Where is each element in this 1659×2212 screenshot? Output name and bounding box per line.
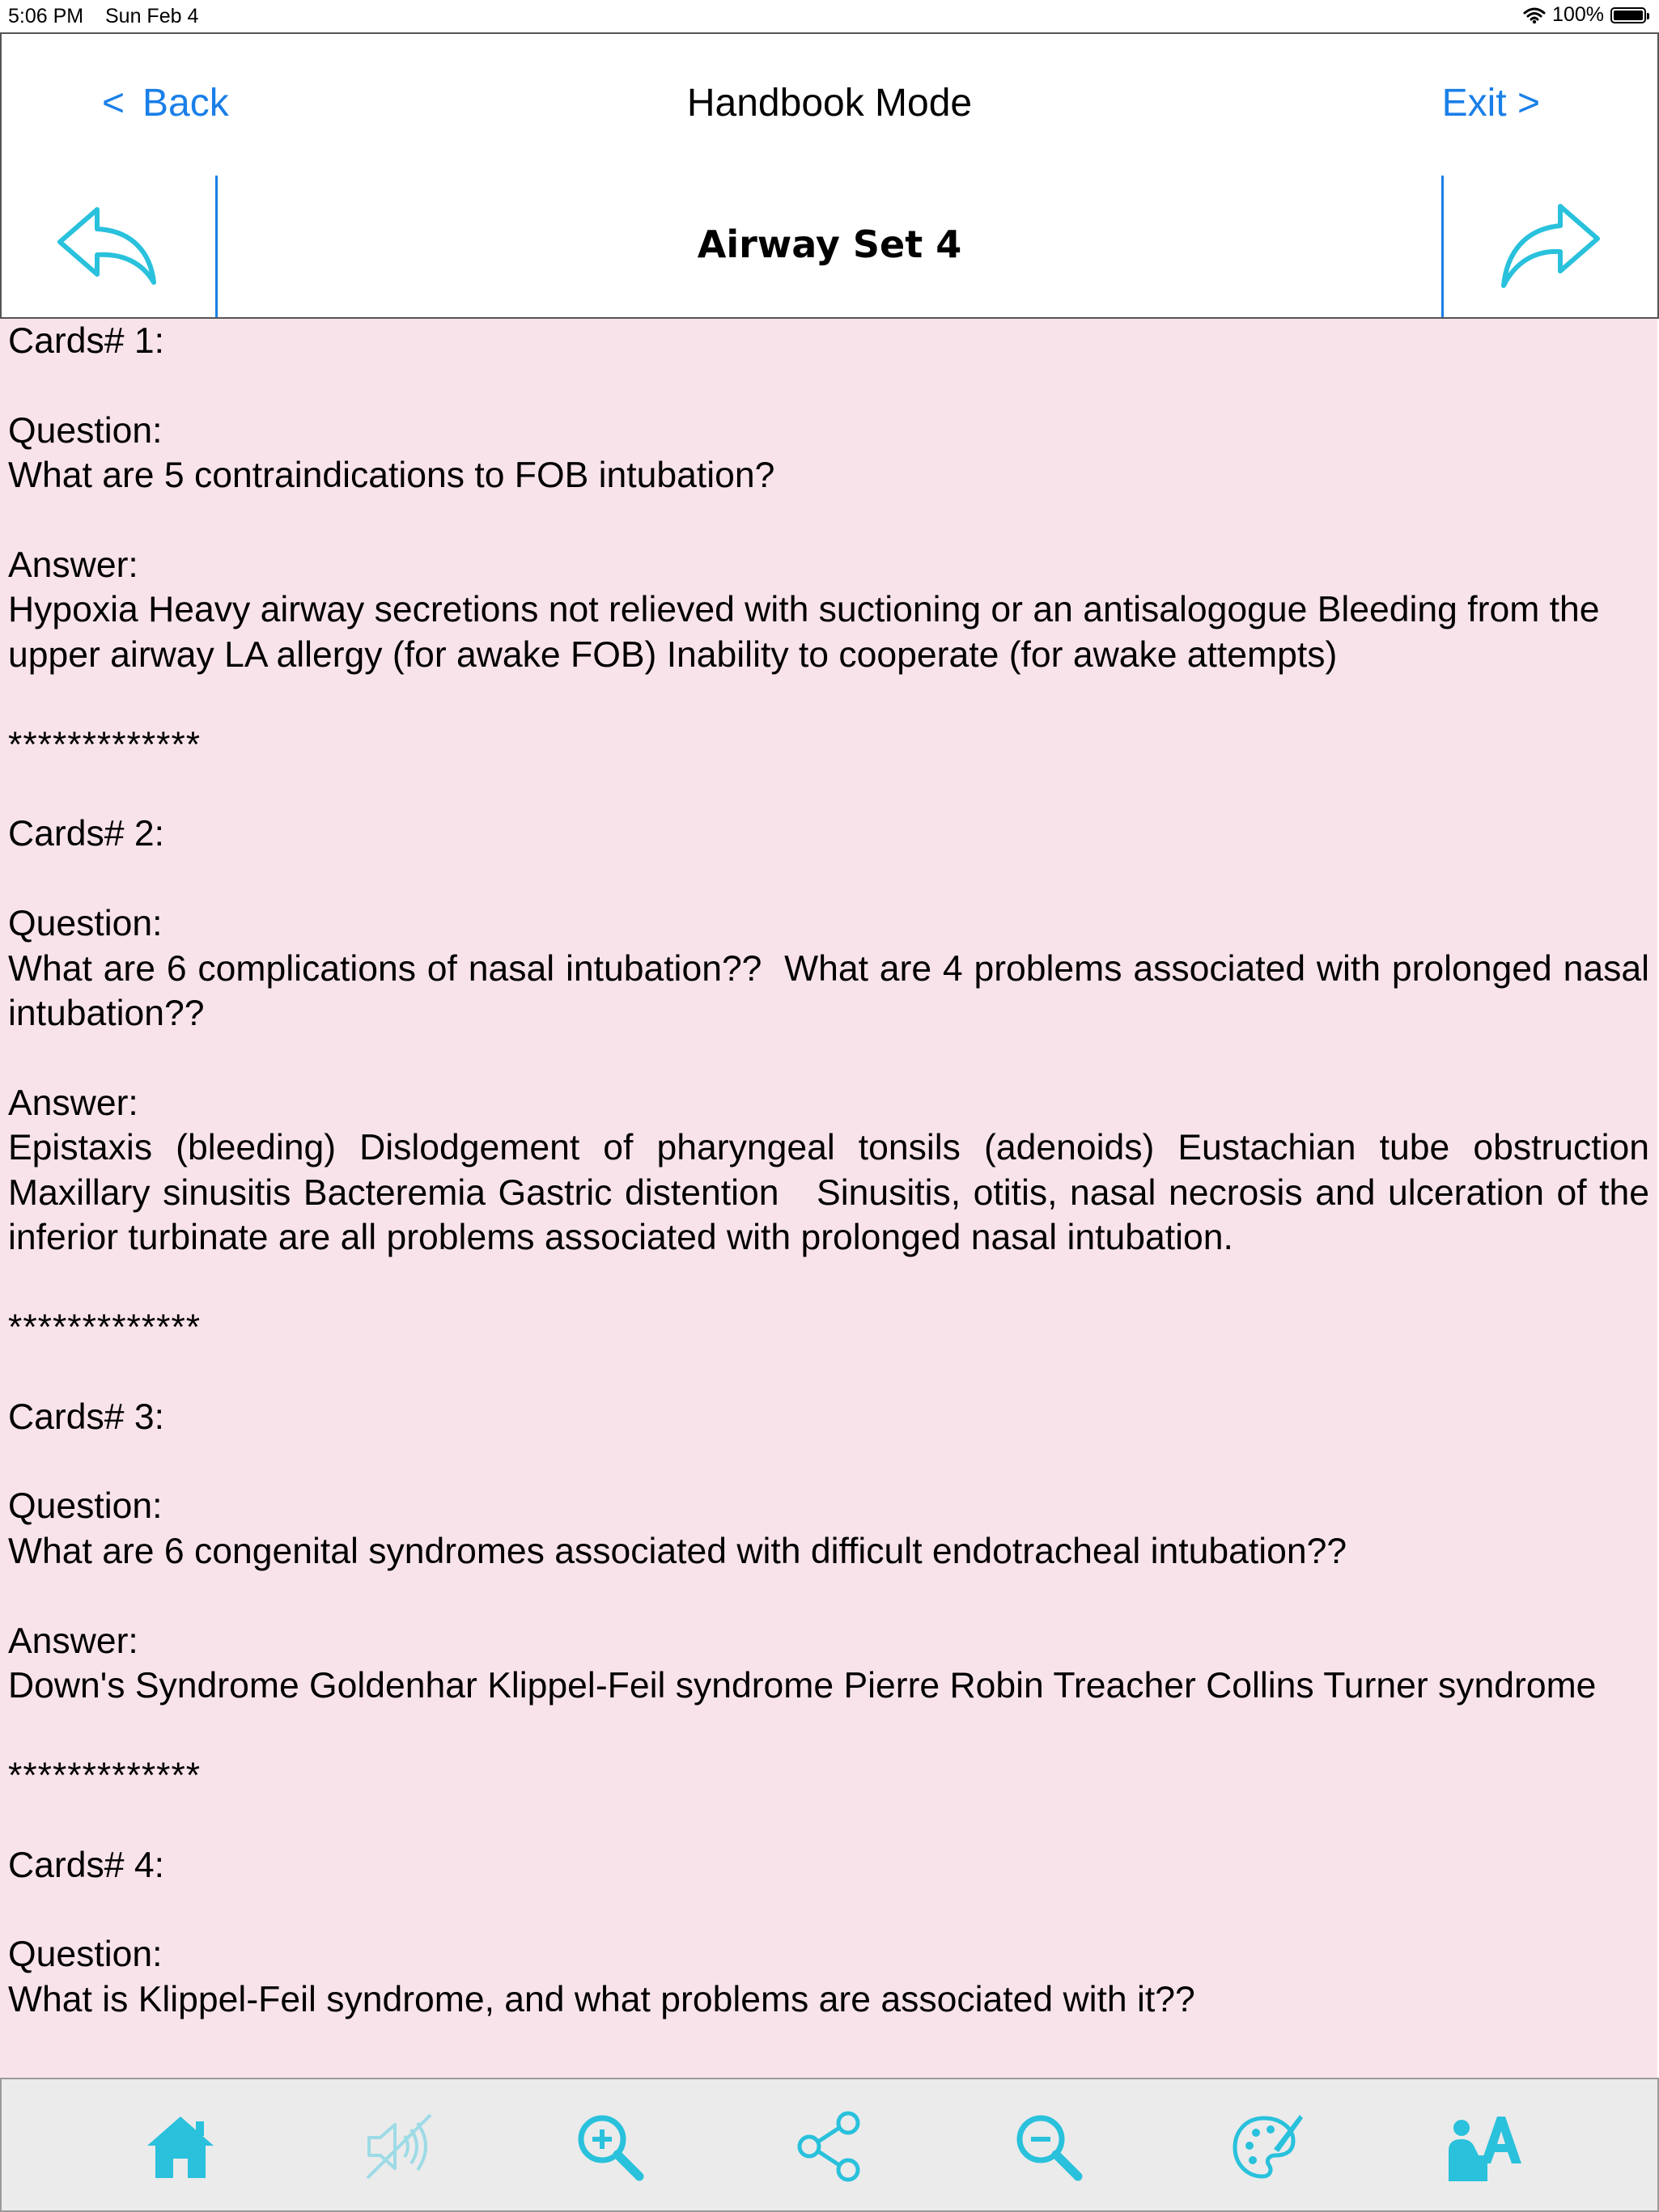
question-label: Question: [8, 1934, 163, 1975]
card-separator: ************* [8, 1755, 202, 1795]
answer-label: Answer: [8, 545, 138, 585]
card-heading: Cards# 2: [8, 814, 164, 854]
card-separator: ************* [8, 724, 202, 765]
next-set-button[interactable] [1441, 176, 1657, 317]
back-chevron: < [102, 82, 125, 125]
card-1 [0, 319, 1657, 811]
card-heading: Cards# 4: [8, 1845, 164, 1885]
bottom-toolbar [0, 2078, 1659, 2212]
text-style-button[interactable] [1444, 2110, 1517, 2183]
home-icon [144, 2110, 217, 2183]
card-3 [0, 1395, 1657, 1843]
handbook-content[interactable] [0, 319, 1657, 2078]
status-date: Sun Feb 4 [105, 5, 199, 28]
question-text: What are 6 complications of nasal intubation?? What are 4 problems associated with prolonged nasal intubation?? [8, 948, 1659, 1034]
palette-icon [1232, 2110, 1305, 2183]
answer-label: Answer: [8, 1083, 138, 1123]
share-button[interactable] [795, 2110, 868, 2183]
battery-percent: 100% [1552, 3, 1604, 26]
wifi-icon [1523, 6, 1546, 24]
theme-button[interactable] [1232, 2110, 1305, 2183]
card-heading: Cards# 1: [8, 321, 164, 361]
answer-text: Hypoxia Heavy airway secretions not relieved with suctioning or an antisalogogue Bleeding from the upper airway LA allergy (for awake FOB) Inability to cooperate (for awake attempts) [8, 590, 1610, 675]
share-icon [795, 2110, 868, 2183]
battery-icon [1610, 7, 1646, 23]
previous-set-button[interactable] [2, 176, 218, 317]
status-time: 5:06 PM [8, 5, 84, 28]
answer-label: Answer: [8, 1621, 138, 1661]
answer-text: Down's Syndrome Goldenhar Klippel-Feil syndrome Pierre Robin Treacher Collins Turner syndrome [8, 1666, 1597, 1706]
undo-arrow-icon [55, 205, 160, 286]
home-button[interactable] [144, 2110, 217, 2183]
question-text: What are 6 congenital syndromes associated with difficult endotracheal intubation?? [8, 1531, 1347, 1571]
text-style-icon [1444, 2110, 1517, 2183]
zoom-in-icon [573, 2110, 646, 2183]
card-separator: ************* [8, 1307, 202, 1347]
status-right [1523, 3, 1646, 27]
zoom-out-icon [1012, 2110, 1084, 2183]
exit-button[interactable]: Exit > [1441, 82, 1540, 125]
status-bar [0, 0, 1657, 32]
question-label: Question: [8, 904, 163, 944]
card-heading: Cards# 3: [8, 1396, 164, 1437]
zoom-out-button[interactable] [1012, 2110, 1084, 2183]
zoom-in-button[interactable] [573, 2110, 646, 2183]
redo-arrow-icon [1497, 201, 1602, 290]
question-label: Question: [8, 1486, 163, 1527]
question-text: What are 5 contraindications to FOB intubation? [8, 456, 775, 496]
card-4 [0, 1843, 1657, 2023]
set-bar [0, 176, 1659, 319]
speaker-muted-icon [363, 2110, 435, 2183]
nav-bar [0, 32, 1659, 178]
page-title: Handbook Mode [686, 82, 973, 125]
sound-toggle-button[interactable] [363, 2110, 435, 2183]
set-title: Airway Set 4 [697, 222, 962, 266]
card-2 [0, 811, 1657, 1394]
back-label: Back [142, 82, 229, 125]
question-label: Question: [8, 410, 163, 451]
question-text: What is Klippel-Feil syndrome, and what problems are associated with it?? [8, 1979, 1195, 2019]
answer-text: Epistaxis (bleeding) Dislodgement of pharyngeal tonsils (adenoids) Eustachian tube obstruction Maxillary sinusitis Bacteremia Gastric distention Sinusitis, otitis, nasal necrosis and ulceration of the inferior turbinate are all problems associated with prolonged nasal intubation. [8, 1128, 1659, 1258]
